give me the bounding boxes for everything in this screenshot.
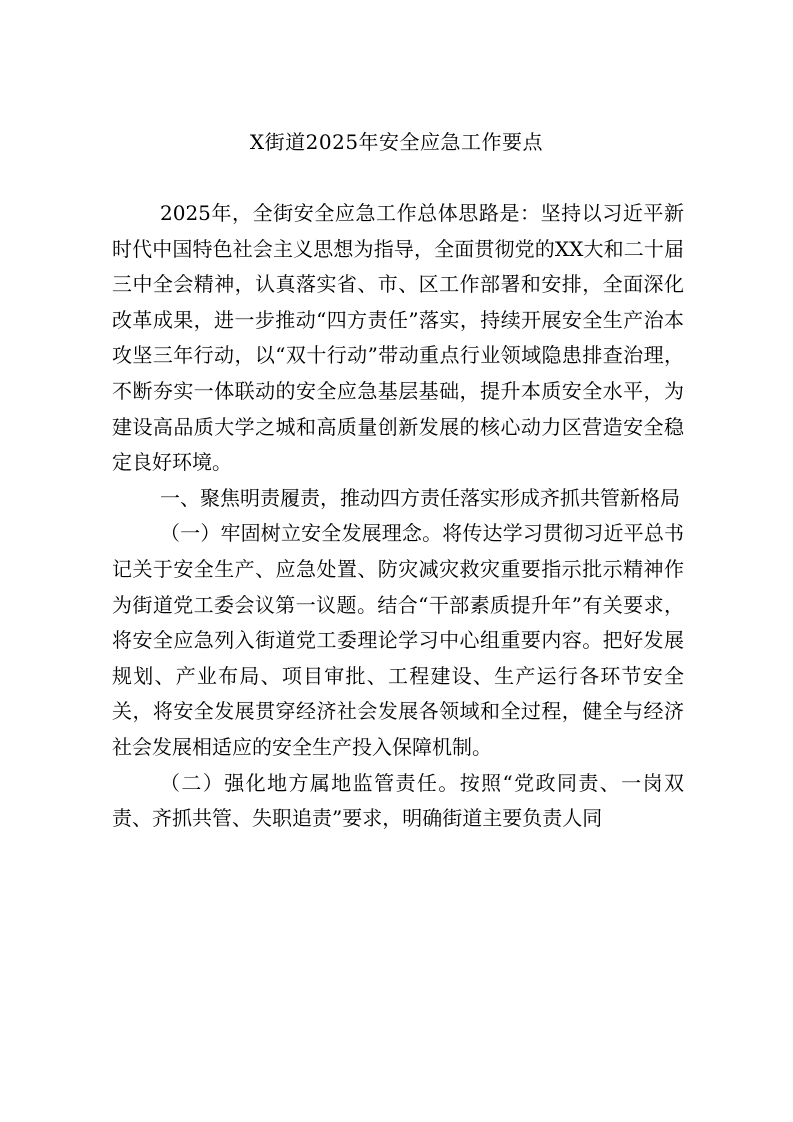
paragraph-item-2: （二）强化地方属地监管责任。按照“党政同责、一岗双责、齐抓共管、失职追责”要求，明确街道主要负责人同 bbox=[112, 770, 684, 831]
paragraph-item-1: （一）牢固树立安全发展理念。将传达学习贯彻习近平总书记关于安全生产、应急处置、防灾减灾救灾重要指示批示精神作为街道党工委会议第一议题。结合“干部素质提升年”有关要求，将安全应急列入街道党工委理论学习中心组重要内容。把好发展规划、产业布局、项目审批、工程建设、生产运行各环节安全关，将安全发展贯穿经济社会发展各领域和全过程，健全与经济社会发展相适应的安全生产投入保障机制。 bbox=[112, 521, 684, 759]
section-heading-1: 一、聚焦明责履责，推动四方责任落实形成齐抓共管新格局 bbox=[160, 485, 680, 510]
document-body bbox=[112, 196, 684, 837]
paragraph-overview: 2025年，全街安全应急工作总体思路是：坚持以习近平新时代中国特色社会主义思想为指导，全面贯彻党的XX大和二十届三中全会精神，认真落实省、市、区工作部署和安排，全面深化改革成果，进一步推动“四方责任”落实，持续开展安全生产治本攻坚三年行动，以“双十行动”带动重点行业领域隐患排查治理，不断夯实一体联动的安全应急基层基础，提升本质安全水平，为建设高品质大学之城和高质量创新发展的核心动力区营造安全稳定良好环境。 bbox=[112, 201, 684, 475]
document-title: X街道2025年安全应急工作要点 bbox=[249, 130, 544, 154]
